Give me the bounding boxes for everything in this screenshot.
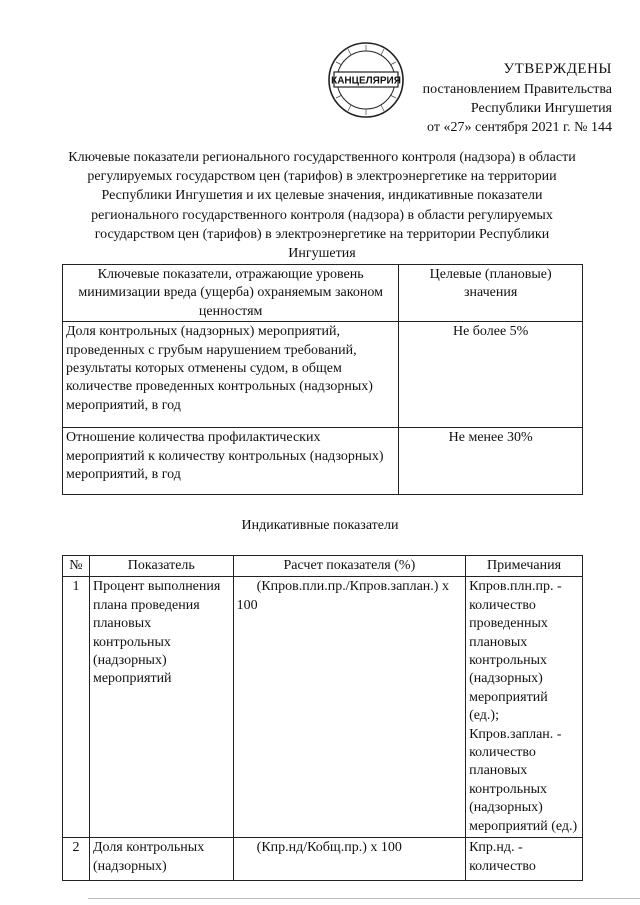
row-number: 1	[63, 577, 90, 838]
column-header-indicator: Показатель	[89, 556, 233, 577]
notes-text: Кпр.нд. - количество	[469, 840, 536, 874]
office-stamp	[326, 40, 406, 120]
indicator-cell: Доля контрольных (надзорных) мероприятий, проведенных с грубым нарушением требований, результаты которых отменены судом, в общем количестве проведенных контрольных (надзорных) мероприятий, в год	[63, 322, 399, 428]
indicative-indicators-table	[62, 555, 583, 881]
row-number: 2	[63, 838, 90, 881]
notes-cell	[466, 577, 583, 838]
approval-line-1: постановлением Правительства	[422, 82, 612, 97]
indicator-cell: Процент выполнения плана проведения плановых контрольных (надзорных) мероприятий	[89, 577, 233, 838]
table-row	[63, 428, 583, 495]
column-header-number: №	[63, 556, 90, 577]
approved-label: УТВЕРЖДЕНЫ	[503, 61, 612, 77]
table-row	[63, 322, 583, 428]
table-header-row	[63, 556, 583, 577]
formula-cell: (Кпров.пли.пр./Кпров.заплан.) x 100	[233, 577, 465, 838]
notes-text: Кпров.плн.пр. - количество проведенных плановых контрольных (надзорных) мероприятий (ед.);	[469, 579, 562, 724]
document-title: Ключевые показатели регионального государственного контроля (надзора) в области регулируемых государством цен (тарифов) в электроэнергетике на территории Республики Ингушетия и их целевые значения, индикативные показатели регионального государственного контроля (надзора) в области регулируемых государством цен (тарифов) в электроэнергетике на территории Республики Ингушетия	[68, 150, 576, 262]
indicator-cell: Доля контрольных (надзорных)	[89, 838, 233, 881]
stamp-text: КАНЦЕЛЯРИЯ	[331, 75, 401, 87]
indicator-cell: Отношение количества профилактических мероприятий к количеству контрольных (надзорных) мероприятий, в год	[63, 428, 399, 495]
key-indicators-table	[62, 264, 583, 495]
column-header-calculation: Расчет показателя (%)	[233, 556, 465, 577]
notes-cell	[466, 838, 583, 881]
column-header-target: Целевые (плановые) значения	[399, 265, 583, 322]
target-value-cell: Не менее 30%	[399, 428, 583, 495]
approval-line-3: от «27» сентября 2021 г. № 144	[427, 120, 612, 135]
table-row	[63, 577, 583, 838]
column-header-notes: Примечания	[466, 556, 583, 577]
formula-cell: (Кпр.нд/Кобщ.пр.) x 100	[233, 838, 465, 881]
page-bottom-rule	[88, 898, 640, 899]
table-header-row	[63, 265, 583, 322]
column-header-indicator: Ключевые показатели, отражающие уровень минимизации вреда (ущерба) охраняемым законом ценностям	[63, 265, 399, 322]
table-row	[63, 838, 583, 881]
indicative-section-title: Индикативные показатели	[241, 518, 399, 533]
approval-line-2: Республики Ингушетия	[470, 101, 612, 116]
approval-block	[423, 60, 612, 137]
target-value-cell: Не более 5%	[399, 322, 583, 428]
notes-text: Кпров.заплан. - количество плановых контрольных (надзорных) мероприятий (ед.)	[469, 726, 578, 834]
